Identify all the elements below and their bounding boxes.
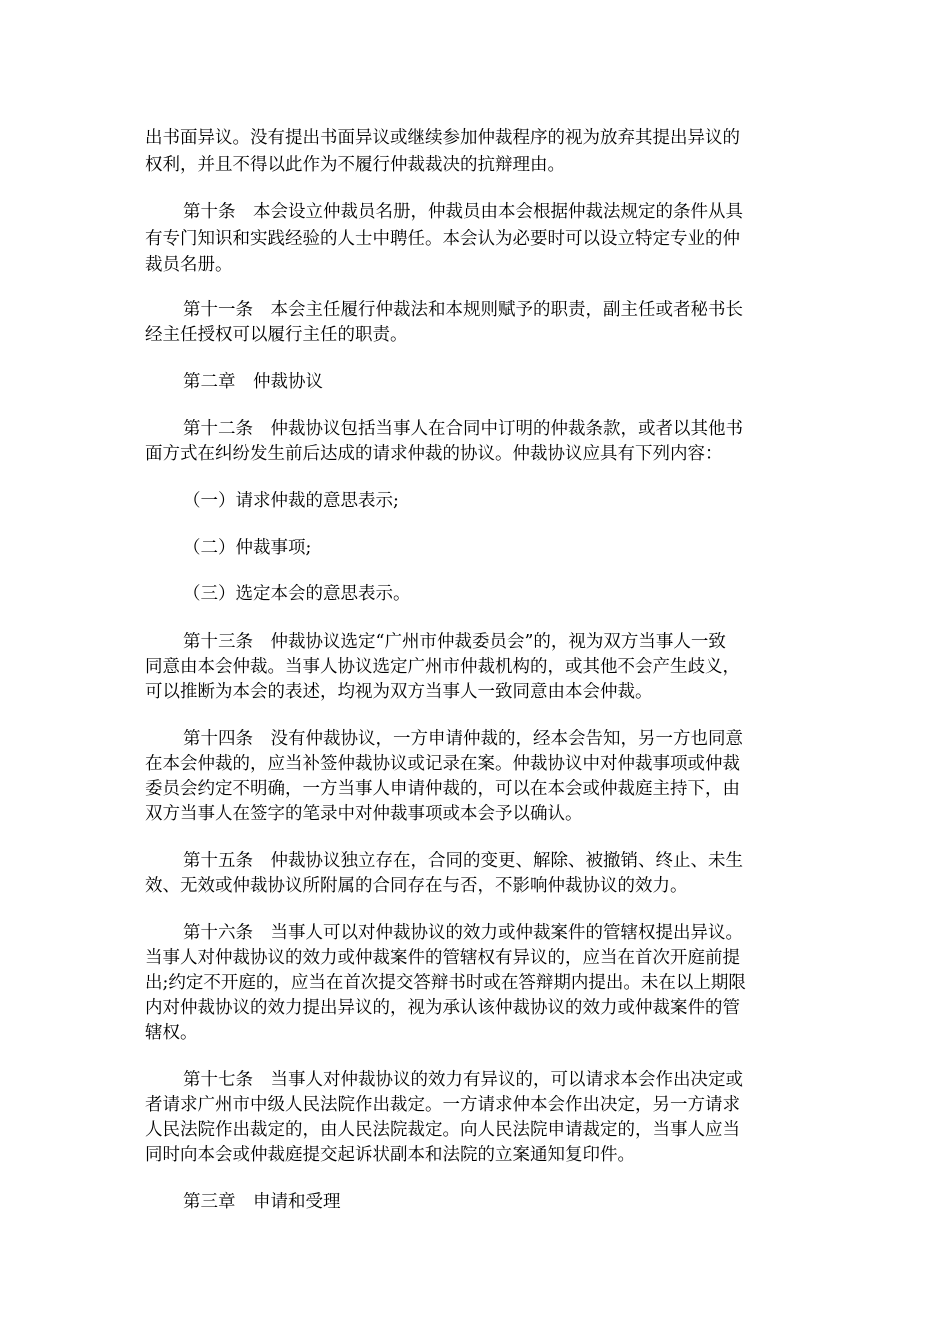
article-12-line: 面方式在纠纷发生前后达成的请求仲裁的协议。仲裁协议应具有下列内容： — [145, 444, 723, 464]
article-10-line: 第十条 本会设立仲裁员名册，仲裁员由本会根据仲裁法规定的条件从具 — [183, 202, 743, 222]
article-15-line: 第十五条 仲裁协议独立存在，合同的变更、解除、被撤销、终止、未生 — [183, 851, 743, 871]
article-16-line: 内对仲裁协议的效力提出异议的，视为承认该仲裁协议的效力或仲裁案件的管 — [145, 998, 740, 1018]
article-14-line: 在本会仲裁的，应当补签仲裁协议或记录在案。仲裁协议中对仲裁事项或仲裁 — [145, 754, 740, 774]
paragraph-line: 出书面异议。没有提出书面异议或继续参加仲裁程序的视为放弃其提出异议的 — [145, 128, 740, 148]
article-11-line: 经主任授权可以履行主任的职责。 — [145, 325, 408, 345]
article-14-line: 第十四条 没有仲裁协议，一方申请仲裁的，经本会告知，另一方也同意 — [183, 729, 743, 749]
article-16-line: 第十六条 当事人可以对仲裁协议的效力或仲裁案件的管辖权提出异议。 — [183, 923, 743, 943]
article-13-line: 可以推断为本会的表述，均视为双方当事人一致同意由本会仲裁。 — [145, 682, 653, 702]
article-10-line: 裁员名册。 — [145, 255, 233, 275]
article-13-line: 同意由本会仲裁。当事人协议选定广州市仲裁机构的，或其他不会产生歧义， — [145, 657, 740, 677]
chapter-2-heading: 第二章 仲裁协议 — [183, 372, 323, 392]
article-16-line: 辖权。 — [145, 1023, 198, 1043]
article-14-line: 委员会约定不明确，一方当事人申请仲裁的，可以在本会或仲裁庭主持下，由 — [145, 779, 740, 799]
chapter-3-heading: 第三章 申请和受理 — [183, 1192, 341, 1212]
article-16-line: 当事人对仲裁协议的效力或仲裁案件的管辖权有异议的，应当在首次开庭前提 — [145, 948, 740, 968]
article-14-line: 双方当事人在签字的笔录中对仲裁事项或本会予以确认。 — [145, 804, 583, 824]
article-12-line: 第十二条 仲裁协议包括当事人在合同中订明的仲裁条款，或者以其他书 — [183, 419, 743, 439]
article-16-line: 出;约定不开庭的，应当在首次提交答辩书时或在答辩期内提出。未在以上期限 — [145, 973, 746, 993]
article-10-line: 有专门知识和实践经验的人士中聘任。本会认为必要时可以设立特定专业的仲 — [145, 229, 740, 249]
article-11-line: 第十一条 本会主任履行仲裁法和本规则赋予的职责，副主任或者秘书长 — [183, 300, 743, 320]
list-item-3: （三）选定本会的意思表示。 — [183, 584, 411, 604]
article-17-line: 者请求广州市中级人民法院作出裁定。一方请求仲本会作出决定，另一方请求 — [145, 1095, 740, 1115]
paragraph-line: 权利，并且不得以此作为不履行仲裁裁决的抗辩理由。 — [145, 155, 565, 175]
list-item-2: （二）仲裁事项; — [183, 538, 312, 558]
article-13-line: 第十三条 仲裁协议选定“广州市仲裁委员会”的，视为双方当事人一致 — [183, 632, 726, 652]
list-item-1: （一）请求仲裁的意思表示; — [183, 491, 399, 511]
article-15-line: 效、无效或仲裁协议所附属的合同存在与否，不影响仲裁协议的效力。 — [145, 876, 688, 896]
article-17-line: 第十七条 当事人对仲裁协议的效力有异议的，可以请求本会作出决定或 — [183, 1070, 743, 1090]
article-17-line: 人民法院作出裁定的，由人民法院裁定。向人民法院申请裁定的，当事人应当 — [145, 1120, 740, 1140]
article-17-line: 同时向本会或仲裁庭提交起诉状副本和法院的立案通知复印件。 — [145, 1145, 635, 1165]
